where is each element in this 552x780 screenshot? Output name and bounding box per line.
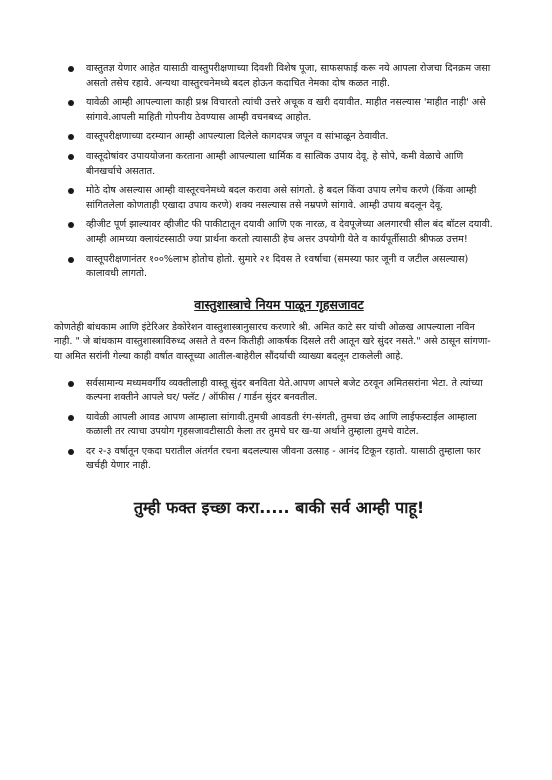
list-item xyxy=(62,150,496,179)
list-item-text: वास्तूपरीक्षणानंतर १००%लाभ होतोच होतो. सुमारे २१ दिवस ते १वर्षाचा (समस्या फार जूनी व जटील असल्यास) कालावधी लागतो. xyxy=(86,253,469,280)
section-heading xyxy=(62,296,496,313)
list-item-text: दर २-३ वर्षातून एकदा घरातील अंतर्गत रचना बदलल्यास जीवना उत्साह - आनंद टिकून रहातो. यासाठी तुम्हाला फार खर्चही येणार नाही. xyxy=(86,445,481,472)
instructions-list xyxy=(62,62,496,282)
bullet-icon xyxy=(68,381,74,387)
bullet-icon xyxy=(68,188,74,194)
section-heading-text: वास्तुशास्त्राचे नियम पाळून गृहसजावट xyxy=(194,296,364,312)
list-item-text: सर्वसामान्य मध्यमवर्गीय व्यक्तीलाही वास्तू सुंदर बनविता येते.आपण आपले बजेट ठरवून अमितसरांना भेटा. ते त्यांच्या कल्पना शक्तीने आपले घर/ फ्लॅट / ऑफीस / गार्डन सुंदर बनवतील. xyxy=(86,377,483,404)
bullet-icon xyxy=(68,222,74,228)
bullet-icon xyxy=(68,66,74,72)
bullet-icon xyxy=(68,415,74,421)
list-item-text: व्हीजीट पूर्ण झाल्यावर व्हीजीट फी पाकीटातून दयावी आणि एक नारळ, व देवपूजेच्या अलगारची सील बंद बॉटल दयावी. आम्ही आमच्या क्लायंटस्साठी ज्या प्रार्थना करतो त्यासाठी हेच अत्तर उपयोगी येते व कार्यपूर्तीसाठी श्रीफळ उत्तम! xyxy=(86,219,493,245)
list-item xyxy=(62,377,496,406)
list-item xyxy=(62,445,496,474)
list-item-text: वास्तूदोषांवर उपाययोजना करताना आम्ही आपल्याला धार्मिक व सात्विक उपाय देवू. हे सोपे, कमी वेळाचे आणि बीनखर्चाचे असतात. xyxy=(86,150,464,177)
list-item-text: यावेळी आम्ही आपल्याला काही प्रश्न विचारतो त्यांची उत्तरे अचूक व खरी दयावीत. माहीत नसल्यास 'माहीत नाही' असे सांगावे.आपली माहिती गोपनीय ठेवण्यास आम्ही वचनबध्द आहोत. xyxy=(86,97,486,123)
list-item-text: यावेळी आपली आवड आपण आम्हाला सांगावी.तुमची आवडती रंग-संगती, तुमचा छंद आणि लाईफस्टाईल आम्हाला कळाली तर त्याचा उपयोग गृहसजावटीसाठी केला तर तुमचे घर ख-या अर्थाने तुम्हाला तुमचे वाटेल. xyxy=(86,411,477,438)
bullet-icon xyxy=(68,449,74,455)
list-item-text: मोठे दोष असल्यास आम्ही वास्तूरचनेमध्ये बदल करावा असे सांगतो. हे बदल किंवा उपाय लगेच करणे (किंवा आम्ही सांगितलेला कोणताही एखादा उपाय करणे) शक्य नसल्यास तसे नम्रपणे सांगावे. आम्ही उपाय बदलून देवू. xyxy=(86,185,477,211)
list-item xyxy=(62,96,496,125)
list-item-text: वास्तुतज्ञ येणार आहेत यासाठी वास्तुपरीक्षणाच्या दिवशी विशेष पूजा, साफसफाई करू नये आपला रोजचा दिनक्रम जसा असतो तसेच रहावे. अन्यथा वास्तुरचनेमध्ये बदल होऊन कदाचित नेमका दोष कळत नाही. xyxy=(86,63,491,89)
decoration-list xyxy=(62,377,496,475)
list-item-text: वास्तूपरीक्षणाच्या दरम्यान आम्ही आपल्याला दिलेले कागदपत्र जपून व सांभाळून ठेवावीत. xyxy=(86,131,389,143)
list-item xyxy=(62,184,496,213)
bullet-icon xyxy=(68,154,74,160)
list-item xyxy=(62,130,496,145)
bullet-icon xyxy=(68,257,74,263)
bullet-icon xyxy=(68,100,74,106)
bullet-icon xyxy=(68,134,74,140)
list-item xyxy=(62,411,496,440)
list-item xyxy=(62,218,496,247)
closing-tagline: तुम्ही फक्त इच्छा करा..... बाकी सर्व आम्ही पाहू! xyxy=(133,498,425,518)
list-item xyxy=(62,253,496,282)
list-item xyxy=(62,62,496,91)
intro-paragraph: कोणतेही बांधकाम आणि इंटेरिअर डेकोरेशन वास्तुशास्त्रानुसारच करणारे श्री. अमित काटे सर यांची ओळख आपल्याला नविन नाही. " जे बांधकाम वास्तुशास्त्राविरुध्द असते ते वरुन कितीही आकर्षक दिसले तरी आतून खरे सुंदर नसते." असे ठासून सांगणा-या अमित सरांनी गेल्या काही वर्षात वास्तूच्या आतील-बाहेरील सौंदर्याची व्याख्या बदलून टाकलेली आहे. xyxy=(54,321,491,362)
